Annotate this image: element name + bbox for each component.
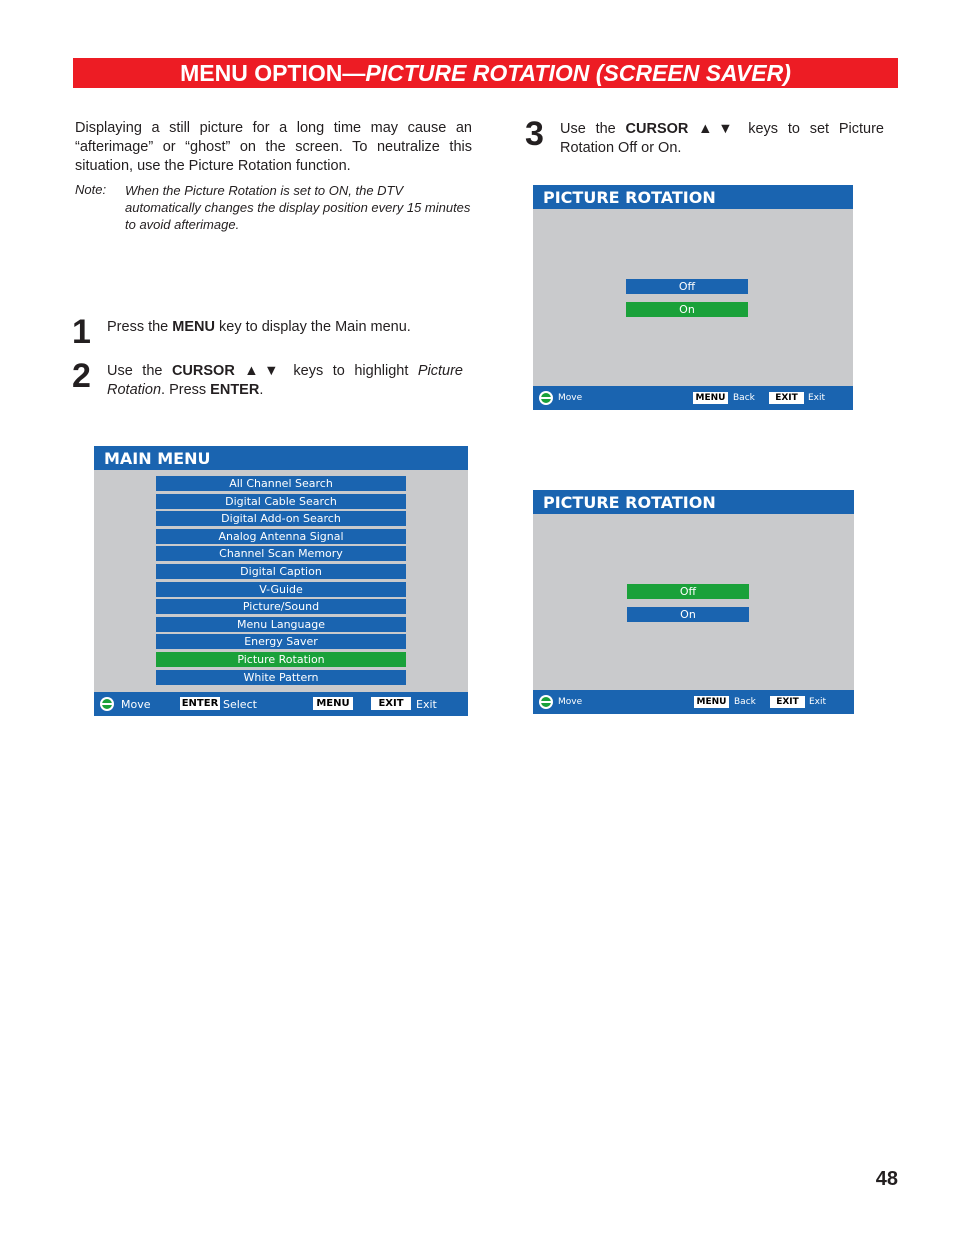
main-menu-item[interactable]: Channel Scan Memory — [156, 546, 406, 561]
title-italic: PICTURE ROTATION (SCREEN SAVER) — [365, 60, 791, 86]
main-menu-footer — [94, 692, 468, 716]
page-title — [73, 58, 898, 88]
page-number: 48 — [875, 1168, 898, 1190]
main-menu-screen — [94, 446, 468, 716]
option-off[interactable]: Off — [626, 279, 748, 294]
main-menu-item[interactable]: Digital Caption — [156, 564, 406, 579]
rotation-footer — [533, 690, 854, 714]
exit-key: EXIT — [770, 696, 805, 708]
step-2-text: Use the CURSOR ▲▼ keys to highlight Picture Rotation. Press ENTER. — [107, 363, 463, 398]
main-menu-item[interactable]: Digital Add-on Search — [156, 511, 406, 526]
note-label: Note: — [75, 182, 107, 197]
footer-select: Select — [223, 698, 257, 711]
footer-move: Move — [558, 393, 583, 403]
menu-key: MENU — [694, 696, 729, 708]
footer-exit: Exit — [416, 698, 437, 711]
step-3-text: Use the CURSOR ▲▼ keys to set Picture Rotation Off or On. — [560, 121, 884, 156]
option-on[interactable]: On — [627, 607, 749, 622]
step-1-text: Press the MENU key to display the Main menu. — [107, 319, 411, 335]
footer-exit: Exit — [809, 697, 827, 707]
option-on[interactable]: On — [626, 302, 748, 317]
exit-key: EXIT — [769, 392, 804, 404]
footer-back: Back — [734, 697, 756, 707]
main-menu-item[interactable]: Picture Rotation — [156, 652, 406, 667]
rotation-title: PICTURE ROTATION — [533, 490, 854, 514]
title-main: MENU OPTION— — [180, 60, 366, 86]
move-icon — [539, 391, 553, 405]
step-3-number: 3 — [525, 115, 544, 153]
menu-key: MENU — [313, 697, 353, 710]
exit-key: EXIT — [371, 697, 411, 710]
move-icon — [539, 695, 553, 709]
option-off[interactable]: Off — [627, 584, 749, 599]
main-menu-item[interactable]: Digital Cable Search — [156, 494, 406, 509]
main-menu-item[interactable]: Picture/Sound — [156, 599, 406, 614]
step-1-number: 1 — [72, 313, 91, 351]
footer-back: Back — [733, 393, 755, 403]
menu-key: MENU — [693, 392, 728, 404]
note-text: When the Picture Rotation is set to ON, the DTV automatically changes the display position every 15 minutes to avoid afterimage. — [125, 183, 471, 232]
footer-move: Move — [558, 697, 583, 707]
main-menu-item[interactable]: All Channel Search — [156, 476, 406, 491]
rotation-footer — [533, 386, 853, 410]
main-menu-item[interactable]: V-Guide — [156, 582, 406, 597]
rotation-title: PICTURE ROTATION — [533, 185, 853, 209]
intro-paragraph: Displaying a still picture for a long time may cause an “afterimage” or “ghost” on the screen. To neutralize this situation, use the Picture Rotation function. — [75, 120, 472, 174]
enter-key: ENTER — [181, 698, 219, 709]
main-menu-item[interactable]: Energy Saver — [156, 634, 406, 649]
picture-rotation-screen-off — [533, 490, 854, 714]
main-menu-title: MAIN MENU — [94, 446, 468, 470]
step-2-number: 2 — [72, 357, 91, 395]
picture-rotation-screen-on — [533, 185, 853, 410]
main-menu-item[interactable]: Analog Antenna Signal — [156, 529, 406, 544]
main-menu-item[interactable]: Menu Language — [156, 617, 406, 632]
main-menu-item[interactable]: White Pattern — [156, 670, 406, 685]
footer-move: Move — [121, 698, 151, 711]
move-icon — [100, 697, 114, 711]
footer-exit: Exit — [808, 393, 826, 403]
